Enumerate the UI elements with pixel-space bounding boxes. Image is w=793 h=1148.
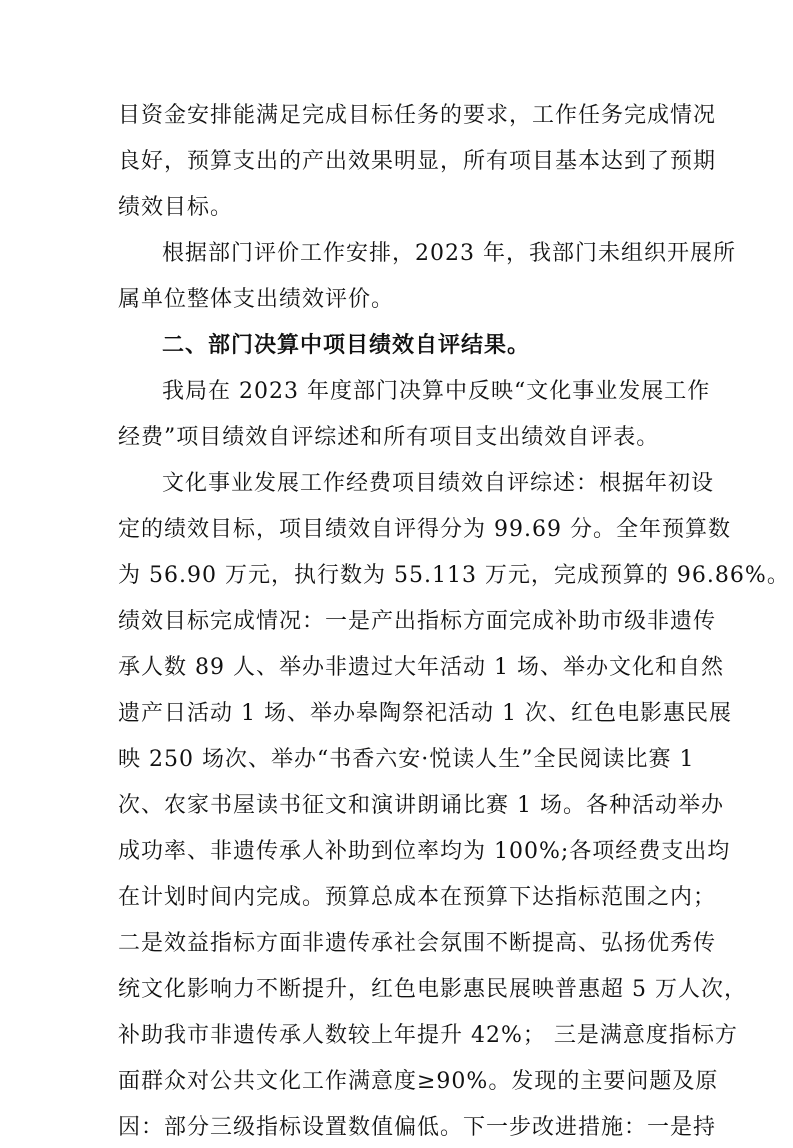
paragraph-2-line-2: 属单位整体支出绩效评价。: [118, 287, 395, 312]
paragraph-4-line-5: 承人数 89 人、举办非遗过大年活动 1 场、举办文化和自然: [118, 655, 724, 680]
paragraph-1-line-3: 绩效目标。: [118, 195, 234, 220]
paragraph-4-line-8: 次、农家书屋读书征文和演讲朗诵比赛 1 场。各种活动举办: [118, 793, 724, 818]
paragraph-4-line-4: 绩效目标完成情况：一是产出指标方面完成补助市级非遗传: [118, 609, 717, 634]
paragraph-4-line-11: 二是效益指标方面非遗传承社会氛围不断提高、弘扬优秀传: [118, 931, 717, 956]
paragraph-4-line-9: 成功率、非遗传承人补助到位率均为 100%;各项经费支出均: [118, 839, 731, 864]
paragraph-4-line-7: 映 250 场次、举办“书香六安·悦读人生”全民阅读比赛 1: [118, 747, 695, 772]
paragraph-4-line-15: 因：部分三级指标设置数值偏低。下一步改进措施：一是持: [118, 1115, 717, 1140]
paragraph-4-line-14: 面群众对公共文化工作满意度≥90%。发现的主要问题及原: [118, 1069, 719, 1094]
paragraph-1-line-2: 良好，预算支出的产出效果明显，所有项目基本达到了预期: [118, 149, 717, 174]
section-heading: 二、部门决算中项目绩效自评结果。: [162, 333, 531, 358]
paragraph-1-line-1: 目资金安排能满足完成目标任务的要求，工作任务完成情况: [118, 103, 717, 128]
paragraph-3-line-1: 我局在 2023 年度部门决算中反映“文化事业发展工作: [162, 379, 711, 404]
paragraph-4-line-12: 统文化影响力不断提升，红色电影惠民展映普惠超 5 万人次，: [118, 977, 747, 1002]
paragraph-4-line-2: 定的绩效目标，项目绩效自评得分为 99.69 分。全年预算数: [118, 517, 731, 542]
paragraph-4-line-1: 文化事业发展工作经费项目绩效自评综述：根据年初设: [162, 471, 715, 496]
paragraph-4-line-13: 补助我市非遗传承人数较上年提升 42%； 三是满意度指标方: [118, 1023, 738, 1048]
paragraph-4-line-6: 遗产日活动 1 场、举办皋陶祭祀活动 1 次、红色电影惠民展: [118, 701, 732, 726]
paragraph-3-line-2: 经费”项目绩效自评综述和所有项目支出绩效自评表。: [118, 425, 660, 450]
paragraph-4-line-3: 为 56.90 万元，执行数为 55.113 万元，完成预算的 96.86%。: [118, 563, 790, 588]
paragraph-2-line-1: 根据部门评价工作安排，2023 年，我部门未组织开展所: [162, 241, 736, 266]
paragraph-4-line-10: 在计划时间内完成。预算总成本在预算下达指标范围之内；: [118, 885, 717, 910]
